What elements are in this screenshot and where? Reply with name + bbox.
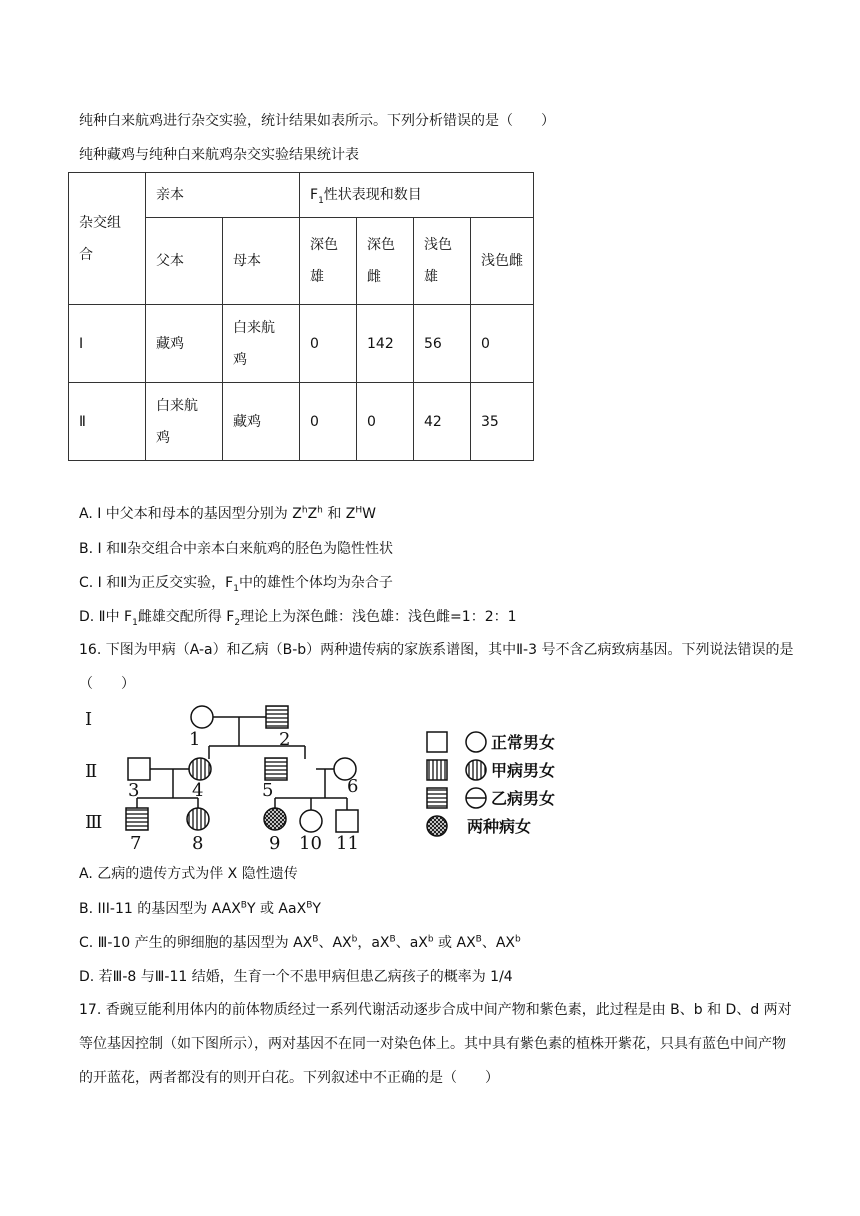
cell-group: I <box>69 305 146 383</box>
cross-result-table <box>68 172 534 461</box>
individual-id: 7 <box>130 833 142 850</box>
option-a: A. 乙病的遗传方式为伴 X 隐性遗传 <box>79 866 298 882</box>
table-row <box>69 305 534 383</box>
table-row <box>69 383 534 461</box>
option-a: A. I 中父本和母本的基因型分别为 $Z^hZ^h$ 和 $Z^HW$ <box>79 505 377 522</box>
individual-id: 6 <box>347 776 359 797</box>
individual-id: 11 <box>336 833 359 850</box>
individual-id: 9 <box>269 833 281 850</box>
individual-id: 2 <box>279 729 291 750</box>
option-c: C. Ⅲ-10 产生的卵细胞的基因型为 $AX^B$、$AX^b$，$aX^B$、$aX^b$ 或 $AX^B$、$AX^b$ <box>79 934 521 951</box>
option-c: C. I 和Ⅱ为正反交实验，$F_1$中的雄性个体均为杂合子 <box>79 575 393 594</box>
cell-value: 35 <box>471 383 534 461</box>
legend-label: 两种病女 <box>467 817 532 836</box>
generation-label: Ⅱ <box>85 761 98 782</box>
individual-id: 8 <box>192 833 204 850</box>
table-title: 纯种藏鸡与纯种白来航鸡杂交实验结果统计表 <box>79 147 359 163</box>
header-col: 浅色雌 <box>471 218 534 305</box>
question-17-stem: 17. 香豌豆能利用体内的前体物质经过一系列代谢活动逐步合成中间产物和紫色素，此过程是由 B、b 和 D、d 两对等位基因控制（如下图所示），两对基因不在同一对染色体上。其中具有紫色素的植株开紫花，只具有蓝色中间产物的开蓝花，两者都没有的则开白花。下列叙述中不正确的是（ ） <box>79 1002 792 1086</box>
cell-value: 56 <box>414 305 471 383</box>
header-col: 深色雌 <box>357 218 414 305</box>
header-mother: 母本 <box>223 218 300 305</box>
individual-id: 10 <box>299 833 322 850</box>
header-col: 深色雄 <box>300 218 357 305</box>
cell-value: 42 <box>414 383 471 461</box>
option-b: B. III-11 的基因型为 $AAX^BY$ 或 AaX$^B$Y <box>79 900 321 917</box>
individual-id: 4 <box>192 780 204 801</box>
cell-value: 0 <box>300 305 357 383</box>
legend-label: 甲病男女 <box>491 761 556 780</box>
header-father: 父本 <box>146 218 223 305</box>
individual-id: 3 <box>128 780 140 801</box>
option-d: D. Ⅱ中 $F_1$雌雄交配所得 $F_2$理论上为深色雌：浅色雄：浅色雌=1：2：1 <box>79 609 517 628</box>
cell-value: 0 <box>300 383 357 461</box>
generation-label: Ⅰ <box>85 709 93 730</box>
cell-father: 藏鸡 <box>146 305 223 383</box>
cell-mother: 白来航鸡 <box>223 305 300 383</box>
option-d: D. 若Ⅲ-8 与Ⅲ-11 结婚，生育一个不患甲病但患乙病孩子的概率为 1/4 <box>79 969 513 985</box>
header-col: 浅色雄 <box>414 218 471 305</box>
cell-value: 0 <box>471 305 534 383</box>
cell-value: 0 <box>357 383 414 461</box>
individual-id: 1 <box>189 729 201 750</box>
header-parent: 亲本 <box>146 173 300 218</box>
cell-group: Ⅱ <box>69 383 146 461</box>
cell-value: 142 <box>357 305 414 383</box>
generation-label: Ⅲ <box>85 812 103 833</box>
cell-mother: 藏鸡 <box>223 383 300 461</box>
legend-label: 乙病男女 <box>491 789 556 808</box>
legend-label: 正常男女 <box>491 733 556 752</box>
option-b: B. I 和Ⅱ杂交组合中亲本白来航鸡的胫色为隐性性状 <box>79 541 393 557</box>
header-group: 杂交组合 <box>69 173 146 305</box>
pedigree-chart <box>79 700 579 850</box>
question-intro: 纯种白来航鸡进行杂交实验，统计结果如表所示。下列分析错误的是（ ） <box>79 113 555 129</box>
cell-father: 白来航鸡 <box>146 383 223 461</box>
individual-id: 5 <box>262 780 274 801</box>
header-f1: $F_1$性状表现和数目 <box>300 173 534 218</box>
question-16-stem: 16. 下图为甲病（A-a）和乙病（B-b）两种遗传病的家族系谱图，其中Ⅱ-3 号不含乙病致病基因。下列说法错误的是（ ） <box>79 642 794 692</box>
